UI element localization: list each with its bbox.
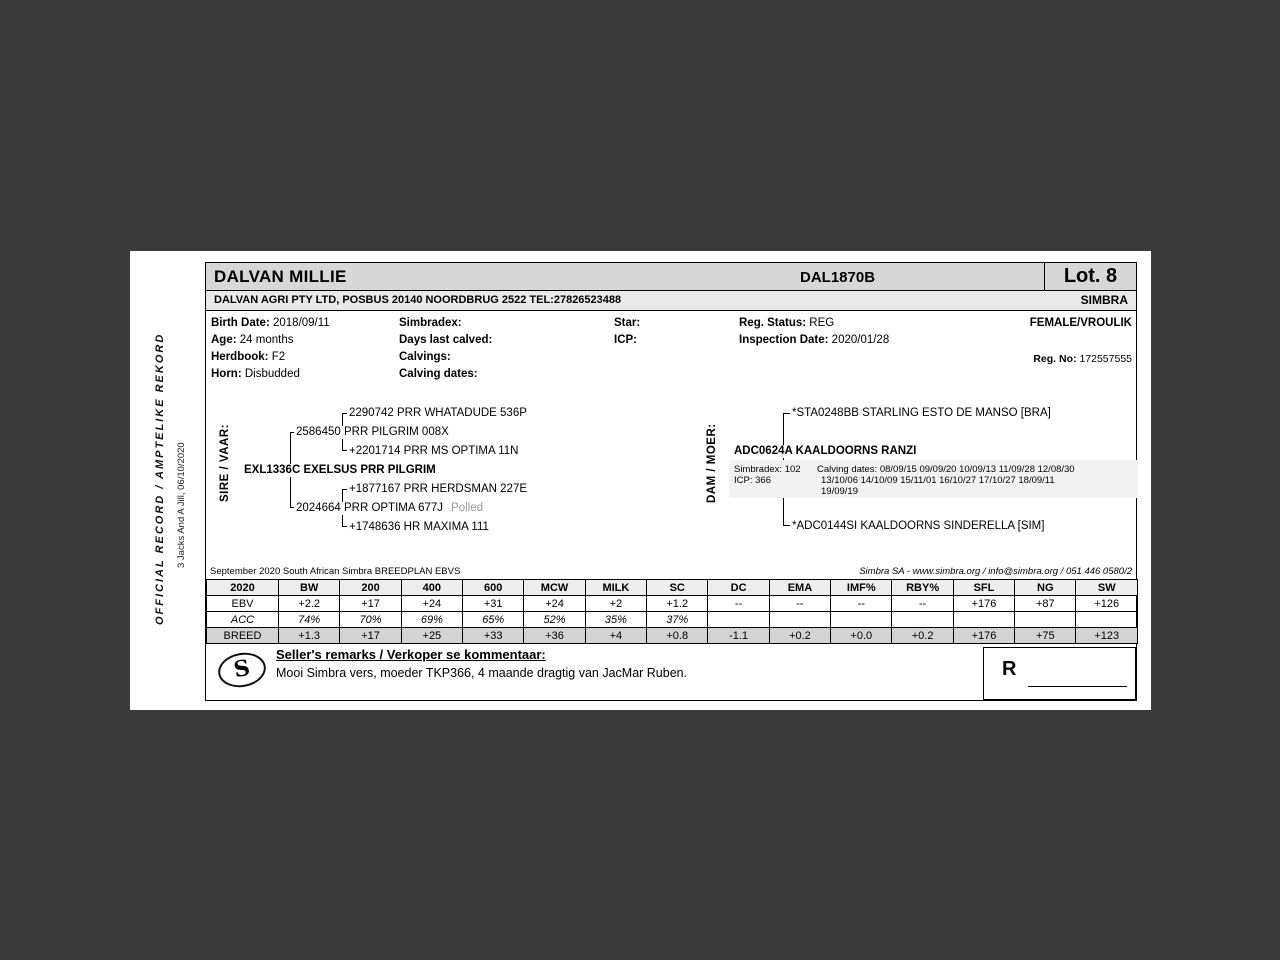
field-star — [614, 317, 640, 329]
acc-cell — [831, 612, 892, 628]
sire-paternal-granddam: +2201714 PRR MS OPTIMA 11N — [349, 445, 519, 457]
sire-maternal-grandsire: +1877167 PRR HERDSMAN 227E — [349, 483, 528, 495]
acc-cell: 37% — [647, 612, 708, 628]
ebv-cell: -- — [769, 596, 830, 612]
field-value: 2018/09/11 — [272, 317, 330, 329]
ebv-cell: -- — [831, 596, 892, 612]
ebv-cell: +24 — [524, 596, 585, 612]
sire-section-label: SIRE / VAAR: — [219, 424, 231, 502]
row-label: EBV — [207, 596, 279, 612]
breed-cell: -1.1 — [708, 628, 769, 644]
hdr-cell: SW — [1076, 580, 1138, 596]
ebv-cell: +87 — [1015, 596, 1076, 612]
field-icp — [614, 334, 637, 346]
ebv-cell: +31 — [463, 596, 524, 612]
field-value: 172557555 — [1079, 353, 1132, 365]
animal-id: DAL1870B — [800, 269, 876, 286]
breed-cell: +123 — [1076, 628, 1138, 644]
currency-label: R — [1002, 658, 1017, 680]
hdr-cell: MCW — [524, 580, 585, 596]
acc-cell — [1015, 612, 1076, 628]
ebv-cell: -- — [892, 596, 953, 612]
sire-maternal-granddam: +1748636 HR MAXIMA 111 — [349, 521, 489, 533]
ebv-cell: +2.2 — [279, 596, 340, 612]
acc-cell — [708, 612, 769, 628]
hdr-cell: BW — [279, 580, 340, 596]
sire-dam-name: 2024664 PRR OPTIMA 677J — [296, 502, 444, 514]
dam-simbradex — [734, 464, 801, 475]
sellers-remarks-title: Seller's remarks / Verkoper se kommentaar: — [276, 647, 546, 662]
hdr-cell: 600 — [463, 580, 524, 596]
field-value: 102 — [784, 464, 801, 475]
field-value: Disbudded — [244, 368, 300, 380]
header-bar — [206, 263, 1136, 291]
field-value: REG — [809, 317, 835, 329]
field-value: 2020/01/28 — [831, 334, 890, 346]
catalog-card — [130, 251, 1151, 710]
sire-sire: 2586450 PRR PILGRIM 008X — [296, 426, 449, 438]
sellers-remarks-text: Mooi Simbra vers, moeder TKP366, 4 maande dragtig van JacMar Ruben. — [276, 666, 688, 680]
field-calving-dates — [399, 368, 478, 380]
ebv-cell: +126 — [1076, 596, 1138, 612]
hdr-cell: MILK — [585, 580, 646, 596]
ebv-table — [206, 579, 1138, 644]
dam-calving-dates-line1 — [817, 464, 1075, 475]
breed-cell: +25 — [401, 628, 462, 644]
dam-section-label: DAM / MOER: — [706, 423, 718, 503]
price-box — [983, 647, 1136, 700]
hdr-cell: SFL — [953, 580, 1014, 596]
dam-breeding-info-box — [729, 460, 1138, 498]
dam-icp — [734, 475, 771, 486]
field-label: Reg. No: — [1033, 353, 1077, 365]
field-calvings — [399, 351, 451, 363]
field-label: Calvings: — [399, 351, 451, 363]
field-label: Herdbook: — [211, 351, 269, 363]
acc-cell — [892, 612, 953, 628]
sex-label: FEMALE/VROULIK — [1029, 317, 1132, 329]
field-value: F2 — [271, 351, 286, 363]
field-label: Birth Date: — [211, 317, 270, 329]
hdr-cell: 400 — [401, 580, 462, 596]
row-label: BREED — [207, 628, 279, 644]
ebv-cell: +17 — [340, 596, 401, 612]
hdr-cell: SC — [647, 580, 708, 596]
field-label: Days last calved: — [399, 334, 493, 346]
acc-cell — [1076, 612, 1138, 628]
acc-cell: 35% — [585, 612, 646, 628]
breed-cell: +176 — [953, 628, 1014, 644]
hdr-cell: RBY% — [892, 580, 953, 596]
field-label: Simbradex: — [734, 464, 783, 475]
field-herdbook — [211, 351, 285, 363]
hdr-cell: NG — [1015, 580, 1076, 596]
field-horn — [211, 368, 300, 380]
field-label: Horn: — [211, 368, 242, 380]
polled-note: Polled — [451, 502, 483, 514]
breed-cell: +36 — [524, 628, 585, 644]
acc-cell: 65% — [463, 612, 524, 628]
breeder-address: DALVAN AGRI PTY LTD, POSBUS 20140 NOORDBRUG 2522 TEL:27826523488 — [214, 294, 622, 306]
ebv-cell: +2 — [585, 596, 646, 612]
simbra-s-logo-icon: S — [215, 649, 268, 691]
field-label: Age: — [211, 334, 237, 346]
ebv-cell: +176 — [953, 596, 1014, 612]
breed-cell: +33 — [463, 628, 524, 644]
hdr-cell: IMF% — [831, 580, 892, 596]
breed-cell: +17 — [340, 628, 401, 644]
breeder-bar — [206, 291, 1136, 311]
hdr-cell: 200 — [340, 580, 401, 596]
field-reg-status — [739, 317, 834, 329]
field-label: ICP: — [734, 475, 753, 486]
official-record-vertical-text: OFFICIAL RECORD / AMPTELIKE REKORD — [154, 332, 166, 626]
breedplan-caption: September 2020 South African Simbra BREEDPLAN EBVS — [210, 566, 461, 577]
field-age — [211, 334, 293, 346]
field-label: Star: — [614, 317, 641, 329]
row-label: ACC — [207, 612, 279, 628]
breed-cell: +4 — [585, 628, 646, 644]
field-simbradex — [399, 317, 462, 329]
field-label: Calving dates: — [817, 464, 878, 475]
breed-average-row — [207, 628, 1138, 644]
ebv-value-row — [207, 596, 1138, 612]
record-sheet — [205, 262, 1137, 701]
lot-number: Lot. 8 — [1044, 263, 1136, 290]
acc-cell: 74% — [279, 612, 340, 628]
ebv-header-row — [207, 580, 1138, 596]
sire-dam — [294, 502, 485, 515]
field-label: Reg. Status: — [739, 317, 807, 329]
acc-cell — [769, 612, 830, 628]
field-birth-date — [211, 317, 330, 329]
field-value: 08/09/15 09/09/20 10/09/13 11/09/28 12/08/30 — [879, 464, 1075, 475]
breed-cell: +0.8 — [647, 628, 708, 644]
ebv-cell: +24 — [401, 596, 462, 612]
animal-name: DALVAN MILLIE — [214, 267, 347, 286]
breed-cell: +0.0 — [831, 628, 892, 644]
dam-calving-dates-line3: 19/09/19 — [821, 486, 858, 497]
acc-cell: 52% — [524, 612, 585, 628]
sire-name: EXL1336C EXELSUS PRR PILGRIM — [244, 464, 436, 476]
field-label: Inspection Date: — [739, 334, 829, 346]
field-days-last-calved — [399, 334, 492, 346]
field-label: Simbradex: — [399, 317, 462, 329]
field-reg-no — [1033, 353, 1132, 365]
breed-cell: +1.3 — [279, 628, 340, 644]
field-value: 24 months — [239, 334, 294, 346]
field-value: 366 — [755, 475, 771, 486]
dam-calving-dates-line2: 13/10/06 14/10/09 15/11/01 16/10/27 17/10/27 18/09/11 — [821, 475, 1055, 486]
acc-cell — [953, 612, 1014, 628]
hdr-cell: EMA — [769, 580, 830, 596]
hdr-cell: 2020 — [207, 580, 279, 596]
acc-cell: 69% — [401, 612, 462, 628]
simbra-contact-caption: Simbra SA - www.simbra.org / info@simbra.org / 051 446 0580/2 — [859, 566, 1132, 577]
sale-info-vertical-text: 3 Jacks And A Jill, 06/10/2020 — [176, 442, 187, 568]
breed-cell: +75 — [1015, 628, 1076, 644]
dam-dam: *ADC0144SI KAALDOORNS SINDERELLA [SIM] — [792, 520, 1045, 532]
field-label: Calving dates: — [399, 368, 478, 380]
ebv-cell: -- — [708, 596, 769, 612]
price-blank-line — [1028, 686, 1127, 687]
breed-cell: +0.2 — [892, 628, 953, 644]
breed-cell: +0.2 — [769, 628, 830, 644]
dam-sire: *STA0248BB STARLING ESTO DE MANSO [BRA] — [792, 407, 1051, 419]
acc-cell: 70% — [340, 612, 401, 628]
hdr-cell: DC — [708, 580, 769, 596]
breed-name: SIMBRA — [1080, 293, 1128, 307]
field-inspection-date — [739, 334, 889, 346]
ebv-cell: +1.2 — [647, 596, 708, 612]
acc-value-row — [207, 612, 1138, 628]
sire-paternal-grandsire: 2290742 PRR WHATADUDE 536P — [349, 407, 527, 419]
field-label: ICP: — [614, 334, 637, 346]
dam-name: ADC0624A KAALDOORNS RANZI — [734, 445, 917, 457]
